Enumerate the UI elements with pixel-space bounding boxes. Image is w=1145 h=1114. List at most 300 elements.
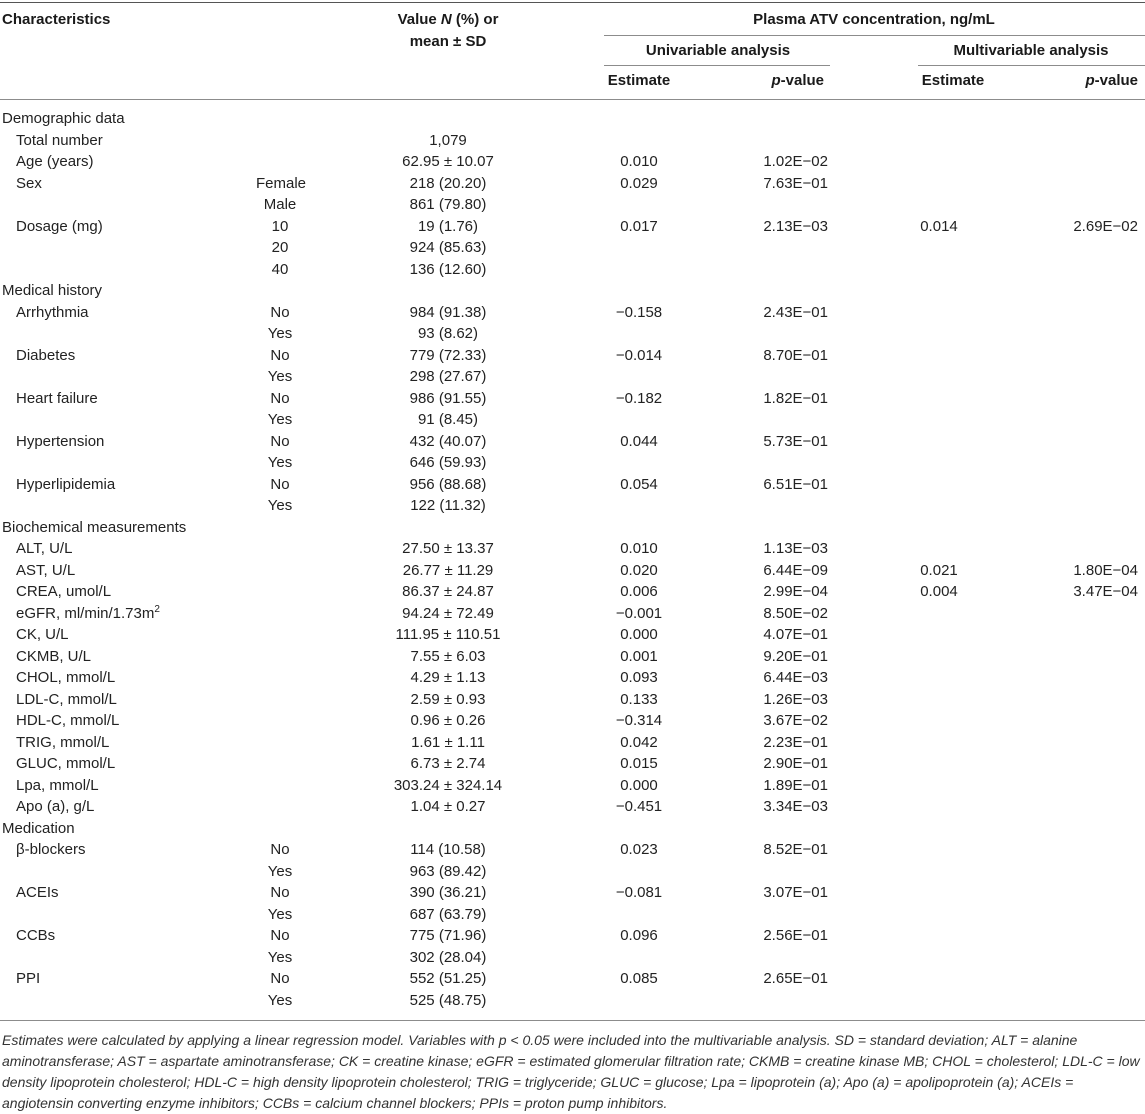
univariable-p-value: [700, 345, 828, 367]
row-value: [362, 474, 534, 496]
univariable-p-value: [700, 388, 828, 410]
row-label-text: Hypertension: [16, 432, 105, 450]
univariable-p-value: [700, 775, 828, 797]
row-label: [16, 667, 115, 689]
row-label: [16, 538, 72, 560]
row-label: [16, 560, 75, 582]
superscript: 2: [154, 603, 160, 615]
section-header-row: [0, 280, 1145, 302]
row-value: [362, 904, 534, 926]
row-label-text: Demographic data: [2, 110, 125, 127]
univariable-p-value: [700, 474, 828, 496]
univariable-estimate-text: −0.081: [615, 884, 663, 901]
table-row: [0, 495, 1145, 517]
row-value-text: 62.95 ± 10.07: [402, 153, 494, 170]
row-value-text: 26.77 ± 11.29: [402, 561, 494, 579]
row-label-text: Heart failure: [16, 389, 98, 407]
row-subgroup-text: Male: [263, 196, 297, 213]
univariable-estimate: [608, 538, 670, 560]
univariable-estimate-text: 0.017: [620, 217, 658, 235]
table-row: [0, 710, 1145, 732]
univariable-estimate: [608, 431, 670, 453]
row-label: [16, 775, 99, 797]
header-multi-pvalue: [1000, 70, 1138, 92]
header-multivariable: Multivariable analysis: [953, 42, 1109, 59]
row-label-text: Diabetes: [16, 346, 76, 364]
row-subgroup: [256, 388, 304, 410]
row-value: [362, 345, 534, 367]
multivariable-estimate: [908, 581, 970, 603]
univariable-p-value: [700, 689, 828, 711]
univariable-p-value-text: 1.26E−03: [763, 690, 828, 708]
table-row: [0, 947, 1145, 969]
table-row: [0, 753, 1145, 775]
univariable-estimate: [608, 689, 670, 711]
row-label: [16, 431, 104, 453]
row-subgroup: [256, 409, 304, 431]
row-subgroup: [256, 839, 304, 861]
row-label-text: HDL-C, mmol/L: [16, 712, 120, 729]
row-label-text: CCBs: [16, 927, 56, 944]
univariable-p-value-text: 2.99E−04: [763, 583, 828, 600]
row-subgroup-text: 10: [271, 217, 289, 235]
row-value-text: 1,079: [429, 131, 467, 149]
row-value-text: 646 (59.93): [409, 454, 487, 471]
univariable-p-value: [700, 431, 828, 453]
header-multi-estimate: Estimate: [921, 72, 985, 89]
row-subgroup: [256, 452, 304, 474]
row-subgroup: [256, 173, 307, 195]
multivariable-p-value-text: 1.80E−04: [1073, 561, 1138, 579]
section-header-row: [0, 108, 1145, 130]
table-row: [0, 345, 1145, 367]
univariable-p-value: [700, 302, 828, 324]
header-characteristics: Characteristics: [2, 11, 111, 28]
row-label: [16, 302, 89, 324]
row-label: [16, 151, 94, 173]
table-top-rule: [0, 2, 1145, 3]
row-label: [16, 753, 115, 775]
multivariable-p-value-text: 2.69E−02: [1073, 217, 1138, 235]
row-label: [16, 710, 119, 732]
row-value-text: 2.59 ± 0.93: [410, 690, 486, 708]
univariable-estimate-text: −0.001: [615, 604, 663, 622]
multivariable-p-value: [1000, 216, 1138, 238]
row-label: [16, 925, 55, 947]
row-value: [362, 947, 534, 969]
univariable-estimate-text: 0.029: [620, 174, 658, 192]
header-value-pre: Value: [397, 11, 441, 28]
row-label: [16, 388, 98, 410]
row-subgroup: [256, 366, 304, 388]
header-plasma: Plasma ATV concentration, ng/mL: [753, 11, 995, 28]
univariable-estimate: [608, 173, 670, 195]
multivariable-p-value-text: 3.47E−04: [1073, 583, 1138, 600]
row-value-text: 1.04 ± 0.27: [410, 798, 486, 815]
row-label-text: PPI: [16, 970, 41, 987]
univariable-p-value: [700, 173, 828, 195]
row-value: [362, 538, 534, 560]
table-row: [0, 904, 1145, 926]
row-subgroup-text: Yes: [267, 991, 293, 1009]
row-value-text: 298 (27.67): [409, 368, 487, 385]
row-value-text: 7.55 ± 6.03: [410, 647, 486, 665]
multivariable-underline: [918, 65, 1145, 66]
table-row: [0, 366, 1145, 388]
table-row: [0, 173, 1145, 195]
univariable-estimate: [608, 667, 670, 689]
header-uni-p-rest: -value: [780, 72, 824, 89]
univariable-estimate: [608, 624, 670, 646]
row-label: [16, 839, 85, 861]
univariable-estimate-text: 0.001: [620, 647, 658, 665]
row-value: [362, 624, 534, 646]
row-value: [362, 151, 534, 173]
row-label-text: TRIG, mmol/L: [16, 733, 110, 751]
row-label-text: CK, U/L: [16, 626, 69, 643]
univariable-estimate-text: −0.451: [615, 798, 663, 815]
univariable-p-value: [700, 603, 828, 625]
row-label-text: CHOL, mmol/L: [16, 669, 116, 686]
row-subgroup-text: Yes: [267, 368, 293, 385]
table-row: [0, 581, 1145, 603]
univariable-estimate: [608, 388, 670, 410]
plasma-underline: [604, 35, 1145, 36]
table-row: [0, 560, 1145, 582]
header-value-post: (%) or: [451, 11, 499, 28]
univariable-p-value-text: 3.67E−02: [763, 712, 828, 729]
table-row: [0, 796, 1145, 818]
header-univariable: Univariable analysis: [645, 42, 791, 59]
row-value-text: 963 (89.42): [409, 862, 487, 880]
header-multi-p: p: [1085, 72, 1095, 89]
row-subgroup-text: No: [270, 927, 290, 944]
univariable-p-value-text: 2.13E−03: [763, 217, 828, 235]
univariable-estimate-text: −0.182: [615, 389, 663, 407]
row-label-text: Dosage (mg): [16, 217, 103, 235]
univariable-estimate: [608, 302, 670, 324]
row-subgroup-text: No: [270, 303, 290, 321]
header-value: [362, 9, 534, 31]
row-subgroup: [256, 323, 304, 345]
univariable-estimate-text: −0.014: [615, 346, 663, 364]
univariable-p-value-text: 4.07E−01: [763, 626, 828, 643]
univariable-p-value-text: 8.52E−01: [763, 841, 828, 858]
univariable-p-value: [700, 646, 828, 668]
univariable-p-value-text: 9.20E−01: [763, 647, 828, 665]
row-value-text: 956 (88.68): [409, 475, 487, 493]
univariable-p-value-text: 3.07E−01: [763, 884, 828, 901]
univariable-p-value-text: 6.51E−01: [763, 475, 828, 493]
row-subgroup-text: Yes: [267, 905, 293, 923]
univariable-p-value: [700, 968, 828, 990]
row-value-text: 136 (12.60): [409, 260, 487, 278]
row-value-text: 1.61 ± 1.11: [411, 733, 485, 751]
row-value-text: 775 (71.96): [409, 927, 487, 944]
univariable-estimate: [608, 151, 670, 173]
row-value: [362, 732, 534, 754]
univariable-estimate-text: 0.006: [620, 583, 658, 600]
row-value-text: 525 (48.75): [409, 991, 487, 1009]
header-multi-p-rest: -value: [1094, 72, 1138, 89]
table-row: [0, 775, 1145, 797]
row-value-text: 861 (79.80): [409, 196, 487, 213]
row-label: [2, 280, 102, 302]
univariable-p-value-text: 6.44E−03: [763, 669, 828, 686]
row-value-text: 432 (40.07): [409, 432, 487, 450]
multivariable-estimate-text: 0.021: [920, 561, 958, 579]
row-label-text: Sex: [16, 174, 42, 192]
table-row: [0, 237, 1145, 259]
univariable-estimate: [608, 603, 670, 625]
row-subgroup: [256, 194, 304, 216]
row-label-text: GLUC, mmol/L: [16, 755, 116, 772]
multivariable-p-value: [1000, 581, 1138, 603]
row-subgroup-text: No: [270, 841, 290, 858]
row-subgroup-text: Yes: [267, 948, 293, 966]
univariable-p-value: [700, 796, 828, 818]
table-row: [0, 732, 1145, 754]
header-uni-p: p: [771, 72, 781, 89]
row-subgroup: [256, 431, 304, 453]
row-value: [362, 323, 534, 345]
row-subgroup: [256, 495, 304, 517]
row-label-text: AST, U/L: [16, 561, 76, 579]
table-row: [0, 990, 1145, 1012]
row-label-text: CKMB, U/L: [16, 647, 92, 665]
row-value-text: 302 (28.04): [409, 948, 487, 966]
univariable-estimate-text: 0.010: [620, 153, 658, 170]
row-value: [362, 753, 534, 775]
row-value: [362, 646, 534, 668]
table-row: [0, 130, 1145, 152]
table-row: [0, 667, 1145, 689]
row-subgroup-text: No: [270, 389, 290, 407]
row-label: [2, 108, 125, 130]
table-row: [0, 882, 1145, 904]
row-value: [362, 431, 534, 453]
univariable-estimate: [608, 796, 670, 818]
univariable-estimate: [608, 925, 670, 947]
row-value-text: 6.73 ± 2.74: [410, 755, 486, 772]
row-subgroup: [256, 968, 304, 990]
univariable-p-value-text: 1.89E−01: [763, 776, 828, 794]
univariable-p-value: [700, 925, 828, 947]
table-row: [0, 689, 1145, 711]
table-body: [0, 108, 1145, 1011]
row-value-text: 111.95 ± 110.51: [395, 626, 501, 643]
row-subgroup: [256, 474, 304, 496]
row-subgroup-text: 20: [271, 239, 289, 256]
univariable-estimate-text: 0.133: [620, 690, 658, 708]
header-bottom-rule: [0, 99, 1145, 100]
univariable-p-value: [700, 753, 828, 775]
univariable-estimate-text: −0.314: [615, 712, 663, 729]
row-label: [16, 581, 111, 603]
table-row: [0, 302, 1145, 324]
univariable-estimate: [608, 753, 670, 775]
univariable-p-value-text: 1.82E−01: [763, 389, 828, 407]
row-label: [16, 173, 42, 195]
univariable-p-value-text: 1.13E−03: [763, 540, 828, 557]
row-subgroup-text: 40: [271, 260, 289, 278]
row-value-text: 114 (10.58): [410, 841, 486, 858]
row-subgroup: [256, 861, 304, 883]
univariable-p-value: [700, 151, 828, 173]
row-value-text: 924 (85.63): [409, 239, 487, 256]
row-subgroup-text: No: [270, 346, 290, 364]
univariable-estimate-text: 0.096: [620, 927, 658, 944]
header-uni-pvalue: [700, 70, 824, 92]
row-value-text: 390 (36.21): [409, 884, 487, 901]
row-label-text: Age (years): [16, 153, 94, 170]
univariable-p-value-text: 2.90E−01: [763, 755, 828, 772]
row-label-text: Total number: [16, 131, 103, 149]
row-value: [362, 130, 534, 152]
row-subgroup-text: No: [270, 970, 290, 987]
univariable-p-value-text: 3.34E−03: [763, 798, 828, 815]
row-label: [2, 517, 186, 539]
univariable-p-value-text: 2.43E−01: [763, 303, 828, 321]
row-value: [362, 216, 534, 238]
row-value: [362, 603, 534, 625]
univariable-p-value-text: 2.65E−01: [763, 970, 828, 987]
univariable-p-value: [700, 216, 828, 238]
row-label-text: Biochemical measurements: [2, 518, 187, 536]
row-value: [362, 775, 534, 797]
row-label: [16, 474, 115, 496]
row-label-text: Arrhythmia: [16, 303, 89, 321]
univariable-p-value: [700, 839, 828, 861]
row-value-text: 218 (20.20): [409, 174, 487, 192]
univariable-estimate-text: 0.042: [620, 733, 658, 751]
univariable-estimate-text: 0.010: [620, 540, 658, 557]
table-row: [0, 474, 1145, 496]
table-row: [0, 151, 1145, 173]
row-value: [362, 409, 534, 431]
univariable-p-value: [700, 581, 828, 603]
table-row: [0, 194, 1145, 216]
header-value-line2: mean ± SD: [409, 33, 487, 50]
univariable-estimate: [608, 474, 670, 496]
row-subgroup-text: No: [270, 475, 290, 493]
univariable-estimate-text: 0.000: [620, 776, 658, 794]
row-label: [16, 689, 117, 711]
table-row: [0, 603, 1145, 625]
row-value: [362, 667, 534, 689]
multivariable-estimate-text: 0.014: [920, 217, 958, 235]
row-subgroup-text: Yes: [267, 411, 293, 428]
row-subgroup-text: Yes: [267, 325, 293, 342]
univariable-estimate-text: 0.054: [620, 475, 658, 493]
multivariable-estimate: [908, 216, 970, 238]
row-label-text: eGFR, ml/min/1.73m: [16, 604, 155, 622]
row-label: [16, 216, 103, 238]
table-row: [0, 925, 1145, 947]
univariable-estimate-text: 0.015: [620, 755, 658, 772]
row-value-text: 986 (91.55): [409, 389, 487, 407]
univariable-estimate: [608, 775, 670, 797]
univariable-estimate-text: 0.044: [620, 432, 658, 450]
row-subgroup-text: No: [270, 432, 290, 450]
univariable-p-value-text: 7.63E−01: [763, 174, 828, 192]
row-value-text: 91 (8.45): [417, 411, 479, 428]
row-subgroup-text: Female: [256, 174, 307, 192]
row-value: [362, 861, 534, 883]
table-row: [0, 968, 1145, 990]
row-label-text: β-blockers: [16, 841, 86, 858]
table-footnote: Estimates were calculated by applying a linear regression model. Variables with p < 0.05 were included into the multivariable analysis. SD = standard deviation; ALT = alanine aminotransferase; AST = aspartate aminotransferase; CK = creatine kinase; eGFR = estimated glomerular filtration rate; CKMB = creatine kinase MB; CHOL = cholesterol; LDL-C = low density lipoprotein cholesterol; HDL-C = high density lipoprotein cholesterol; TRIG = triglyceride; GLUC = glucose; Lpa = lipoprotein (a); Apo (a) = apolipoprotein (a); ACEIs = angiotensin converting enzyme inhibitors; CCBs = calcium channel blockers; PPIs = proton pump inhibitors.: [2, 1032, 1140, 1111]
row-label: [16, 603, 160, 625]
table-row: [0, 538, 1145, 560]
univariable-p-value-text: 5.73E−01: [763, 432, 828, 450]
row-label: [2, 818, 75, 840]
univariable-estimate: [608, 646, 670, 668]
row-value-text: 27.50 ± 13.37: [402, 540, 494, 557]
row-label-text: ACEIs: [16, 884, 59, 901]
univariable-estimate: [608, 968, 670, 990]
row-value: [362, 839, 534, 861]
univariable-estimate-text: 0.085: [620, 970, 658, 987]
row-label-text: Hyperlipidemia: [16, 475, 116, 493]
multivariable-estimate: [908, 560, 970, 582]
univariable-p-value: [700, 710, 828, 732]
row-label: [16, 345, 75, 367]
univariable-p-value-text: 1.02E−02: [763, 153, 828, 170]
row-value: [362, 452, 534, 474]
row-value-text: 0.96 ± 0.26: [410, 712, 486, 729]
row-label-text: Medication: [2, 819, 75, 837]
row-label: [16, 796, 94, 818]
row-label: [16, 968, 40, 990]
row-subgroup-text: Yes: [267, 862, 293, 880]
row-value: [362, 173, 534, 195]
univariable-p-value: [700, 667, 828, 689]
row-value: [362, 237, 534, 259]
univariable-p-value: [700, 538, 828, 560]
univariable-estimate-text: 0.093: [620, 669, 658, 686]
row-subgroup-text: No: [270, 884, 290, 901]
row-label: [16, 624, 69, 646]
univariable-estimate-text: −0.158: [615, 303, 663, 321]
row-value: [362, 689, 534, 711]
row-value: [362, 302, 534, 324]
row-subgroup: [256, 345, 304, 367]
row-label-text: Medical history: [2, 282, 103, 299]
table-row: [0, 452, 1145, 474]
row-value-text: 779 (72.33): [409, 346, 487, 364]
univariable-estimate-text: 0.020: [620, 561, 658, 579]
univariable-estimate: [608, 882, 670, 904]
row-value: [362, 366, 534, 388]
multivariable-p-value: [1000, 560, 1138, 582]
row-value-text: 687 (63.79): [409, 905, 487, 923]
row-subgroup: [256, 259, 304, 281]
row-label: [16, 646, 91, 668]
row-subgroup: [256, 990, 304, 1012]
univariable-estimate: [608, 560, 670, 582]
row-subgroup-text: Yes: [267, 454, 293, 471]
table-row: [0, 646, 1145, 668]
row-value-text: 94.24 ± 72.49: [402, 604, 494, 622]
row-value: [362, 495, 534, 517]
row-value: [362, 882, 534, 904]
row-subgroup: [256, 947, 304, 969]
row-label: [16, 732, 109, 754]
univariable-estimate: [608, 710, 670, 732]
row-subgroup: [256, 925, 304, 947]
row-value: [362, 925, 534, 947]
